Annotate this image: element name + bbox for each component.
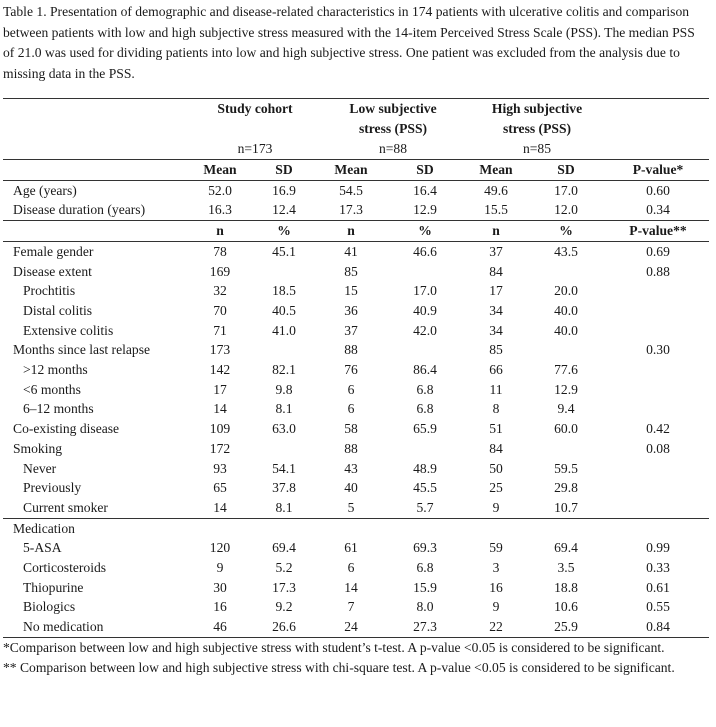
table-cell: 63.0: [272, 421, 296, 437]
table-cell: n: [319, 221, 383, 242]
row-label: Thiopurine: [23, 579, 84, 595]
table-cell: 8: [492, 401, 500, 417]
table-cell: 173: [209, 342, 231, 358]
table-cell: 30: [213, 579, 227, 595]
table-cell: [249, 439, 319, 459]
table-cell: 86.4: [413, 362, 437, 378]
table-cell: 43: [344, 460, 358, 476]
table-cell: 26.6: [249, 617, 319, 637]
table-cell: 17: [489, 283, 503, 299]
table-cell: Mean: [467, 160, 525, 181]
row-label: Co-existing disease: [13, 421, 120, 437]
table-cell: 9: [216, 560, 224, 576]
table-row: [3, 419, 709, 439]
table-row: [3, 399, 709, 419]
table-row: [3, 380, 709, 400]
table-cell: n: [191, 221, 249, 242]
table-cell: [249, 518, 319, 538]
table-cell: 88: [344, 342, 358, 358]
group-study-title-2: [191, 119, 319, 139]
table-cell: 172: [209, 440, 231, 456]
table-cell: 22: [467, 617, 525, 637]
table-cell: 54.5: [339, 182, 363, 198]
table-cell: 65.9: [413, 421, 437, 437]
table-cell: 3: [492, 560, 500, 576]
table-cell: [525, 340, 607, 360]
row-label: [3, 221, 191, 242]
table-cell: [383, 439, 467, 459]
table-cell: 69.4: [554, 540, 578, 556]
table-cell: 15.5: [484, 202, 508, 218]
table-cell: 77.6: [554, 362, 578, 378]
footnotes: [3, 638, 708, 679]
table-cell: 17.0: [413, 283, 437, 299]
table-cell: 8.1: [275, 499, 293, 515]
table-cell: 12.4: [272, 202, 296, 218]
table-row: [3, 262, 709, 282]
table-cell: 58: [344, 421, 358, 437]
table-row: [3, 241, 709, 261]
table-cell: 51: [489, 421, 503, 437]
table-cell: [607, 321, 709, 341]
table-cell: 65: [213, 480, 227, 496]
table-cell: 71: [213, 322, 227, 338]
table-row: [3, 321, 709, 341]
table-cell: 59.5: [554, 460, 578, 476]
table-cell: 17: [213, 381, 227, 397]
table-cell: 42.0: [413, 322, 437, 338]
table-cell: 48.9: [413, 460, 437, 476]
row-label: Disease extent: [13, 263, 92, 279]
table-cell: 11: [489, 381, 503, 397]
table-cell: SD: [249, 160, 319, 181]
table-cell: %: [525, 221, 607, 242]
table-cell: [607, 380, 709, 400]
table-cell: [607, 459, 709, 479]
table-cell: 6.8: [416, 381, 434, 397]
table-cell: [607, 399, 709, 419]
table-cell: 6: [347, 381, 355, 397]
table-row: [3, 617, 709, 637]
row-label: Age (years): [13, 182, 77, 198]
table-cell: 17.3: [272, 579, 296, 595]
table-cell: 59: [489, 540, 503, 556]
table-cell: 25.9: [525, 617, 607, 637]
row-label: Previously: [23, 480, 82, 496]
table-cell: 25: [489, 480, 503, 496]
table-cell: 7: [347, 599, 355, 615]
table-cell: 18.8: [554, 579, 578, 595]
table-cell: [191, 518, 249, 538]
table-cell: 37: [344, 322, 358, 338]
table-cell: 41.0: [272, 322, 296, 338]
table-cell: 54.1: [272, 460, 296, 476]
table-row: [3, 301, 709, 321]
table-cell: 0.30: [646, 342, 670, 358]
table-cell: [525, 439, 607, 459]
row-label: Extensive colitis: [23, 322, 114, 338]
group-study-title: Study cohort: [191, 99, 319, 120]
characteristics-table: [3, 98, 709, 638]
group-high-title: High subjective: [467, 99, 607, 120]
table-cell: 84: [489, 263, 503, 279]
row-label: Female gender: [13, 243, 94, 259]
table-cell: [607, 478, 709, 498]
table-cell: 15.9: [413, 579, 437, 595]
table-cell: 45.5: [413, 480, 437, 496]
table-cell: 32: [213, 283, 227, 299]
table-cell: 5.7: [416, 499, 434, 515]
table-cell: 66: [489, 362, 503, 378]
table-cell: 69.3: [413, 540, 437, 556]
table-cell: [525, 518, 607, 538]
table-cell: [607, 360, 709, 380]
table-cell: 142: [209, 362, 231, 378]
group-low-n: n=88: [378, 141, 408, 156]
table-cell: 0.88: [646, 263, 670, 279]
group-high-title-2: stress (PSS): [502, 121, 572, 136]
table-cell: 84: [489, 440, 503, 456]
table-cell: 8.1: [275, 401, 293, 417]
table-cell: 27.3: [383, 617, 467, 637]
medication-header-row: [3, 518, 709, 538]
table-cell: [607, 281, 709, 301]
table-cell: 37: [489, 243, 503, 259]
table-cell: 9.4: [557, 401, 575, 417]
table-cell: 85: [344, 263, 358, 279]
table-cell: 76: [344, 362, 358, 378]
table-cell: 169: [209, 263, 231, 279]
table-cell: 88: [344, 440, 358, 456]
table-cell: 9: [492, 499, 500, 515]
row-label: Medication: [3, 518, 191, 538]
table-cell: [249, 340, 319, 360]
table-cell: SD: [383, 160, 467, 181]
header-row-mean-sd: [3, 160, 709, 181]
table-cell: 120: [209, 540, 231, 556]
table-cell: 0.84: [607, 617, 709, 637]
table-cell: 12.9: [554, 381, 578, 397]
table-row: [3, 498, 709, 518]
table-cell: 40.5: [272, 302, 296, 318]
table-cell: [607, 301, 709, 321]
table-cell: 18.5: [272, 283, 296, 299]
table-cell: 43.5: [554, 243, 578, 259]
group-study-n: n=173: [237, 141, 273, 156]
table-cell: 34: [489, 302, 503, 318]
table-row: [3, 180, 709, 200]
table-cell: 6.8: [416, 401, 434, 417]
table-cell: 46.6: [413, 243, 437, 259]
table-cell: [525, 262, 607, 282]
table-cell: 0.61: [646, 579, 670, 595]
table-cell: 8.0: [416, 599, 434, 615]
table-cell: 16: [489, 579, 503, 595]
row-label: Smoking: [13, 440, 63, 456]
table-cell: [319, 518, 383, 538]
table-cell: [607, 498, 709, 518]
table-cell: P-value**: [607, 221, 709, 242]
row-label: 5-ASA: [23, 540, 62, 556]
table-cell: 12.0: [554, 202, 578, 218]
table-cell: 0.34: [646, 202, 670, 218]
table-cell: 6: [347, 401, 355, 417]
table-cell: %: [249, 221, 319, 242]
table-cell: 93: [213, 460, 227, 476]
table-cell: 61: [344, 540, 358, 556]
table-cell: 0.60: [646, 182, 670, 198]
table-cell: [467, 518, 525, 538]
table-cell: 29.8: [554, 480, 578, 496]
table-cell: P-value*: [607, 160, 709, 181]
table-cell: 70: [213, 302, 227, 318]
table-cell: 45.1: [272, 243, 296, 259]
table-cell: 36: [344, 302, 358, 318]
table-cell: %: [383, 221, 467, 242]
table-cell: 34: [489, 322, 503, 338]
table-cell: 109: [209, 421, 231, 437]
table-cell: [383, 262, 467, 282]
table-cell: 82.1: [272, 362, 296, 378]
table-cell: 12.9: [413, 202, 437, 218]
table-cell: 60.0: [554, 421, 578, 437]
table-cell: 24: [319, 617, 383, 637]
table-cell: 6.8: [416, 560, 434, 576]
row-label: Distal colitis: [23, 302, 93, 318]
table-cell: 0.69: [646, 243, 670, 259]
row-label: [3, 160, 191, 181]
table-row: [3, 597, 709, 617]
table-cell: 46: [191, 617, 249, 637]
header-row-n-pct: [3, 221, 709, 242]
row-label: <6 months: [23, 381, 81, 397]
footnote-chisquare: ** Comparison between low and high subjective stress with chi-square test. A p-value <0.05 is considered to be significant.: [3, 660, 675, 676]
row-label: 6–12 months: [23, 401, 94, 417]
table-cell: 14: [344, 579, 358, 595]
table-cell: 16.9: [272, 182, 296, 198]
table-cell: 78: [213, 243, 227, 259]
table-cell: 50: [489, 460, 503, 476]
table-cell: 16: [213, 599, 227, 615]
table-cell: n: [467, 221, 525, 242]
table-cell: 0.33: [646, 560, 670, 576]
table-cell: 10.6: [554, 599, 578, 615]
row-label: Biologics: [23, 599, 76, 615]
table-cell: 16.4: [413, 182, 437, 198]
table-cell: 17.3: [339, 202, 363, 218]
table-cell: 14: [213, 401, 227, 417]
group-high-n: n=85: [522, 141, 552, 156]
table-cell: 16.3: [208, 202, 232, 218]
table-cell: 15: [344, 283, 358, 299]
row-label: Current smoker: [23, 499, 108, 515]
table-row: [3, 200, 709, 220]
table-cell: 49.6: [484, 182, 508, 198]
row-label: Never: [23, 460, 57, 476]
table-cell: 40.0: [554, 302, 578, 318]
table-cell: 0.08: [646, 440, 670, 456]
row-label: Prochtitis: [23, 283, 76, 299]
table-cell: 20.0: [554, 283, 578, 299]
row-label: No medication: [3, 617, 191, 637]
table-cell: 6: [347, 560, 355, 576]
table-cell: SD: [525, 160, 607, 181]
table-cell: 85: [489, 342, 503, 358]
table-cell: 5.2: [275, 560, 293, 576]
table-cell: 9.2: [275, 599, 293, 615]
table-cell: Mean: [319, 160, 383, 181]
table-cell: [383, 518, 467, 538]
table-cell: Mean: [191, 160, 249, 181]
table-cell: 14: [213, 499, 227, 515]
table-row: [3, 459, 709, 479]
row-label: Corticosteroids: [23, 560, 107, 576]
table-row: [3, 281, 709, 301]
table-row: [3, 478, 709, 498]
table-row: [3, 340, 709, 360]
table-cell: 17.0: [554, 182, 578, 198]
footnote-ttest: *Comparison between low and high subjective stress with student’s t-test. A p-value <0.05 is considered to be significant.: [3, 640, 665, 655]
table-cell: 37.8: [272, 480, 296, 496]
row-label: Months since last relapse: [13, 342, 151, 358]
table-cell: 0.42: [646, 421, 670, 437]
table-cell: 40: [344, 480, 358, 496]
table-cell: 3.5: [557, 560, 575, 576]
table-row: [3, 439, 709, 459]
row-label: Disease duration (years): [13, 202, 146, 218]
table-cell: 0.99: [646, 540, 670, 556]
table-row: [3, 558, 709, 578]
row-label: >12 months: [23, 362, 88, 378]
table-cell: 5: [347, 499, 355, 515]
table-row: [3, 578, 709, 598]
group-low-title: Low subjective: [319, 99, 467, 120]
table-cell: 0.55: [646, 599, 670, 615]
table-row: [3, 360, 709, 380]
table-cell: 40.0: [554, 322, 578, 338]
table-cell: [607, 518, 709, 538]
group-low-title-2: stress (PSS): [358, 121, 428, 136]
table-cell: 9.8: [275, 381, 293, 397]
table-cell: 41: [344, 243, 358, 259]
table-row: [3, 538, 709, 558]
table-cell: [383, 340, 467, 360]
table-cell: 69.4: [272, 540, 296, 556]
table-cell: 40.9: [413, 302, 437, 318]
table-cell: 9: [492, 599, 500, 615]
table-cell: [249, 262, 319, 282]
table-caption: Table 1. Presentation of demographic and disease-related characteristics in 174 patients with ulcerative colitis and comparison between patients with low and high subjective stress measured with the 14-item Perceived Stress Scale (PSS). The median PSS of 21.0 was used for dividing patients into low and high subjective stress. One patient was excluded from the analysis due to missing data in the PSS.: [3, 4, 695, 81]
table-cell: 10.7: [554, 499, 578, 515]
table-cell: 52.0: [208, 182, 232, 198]
